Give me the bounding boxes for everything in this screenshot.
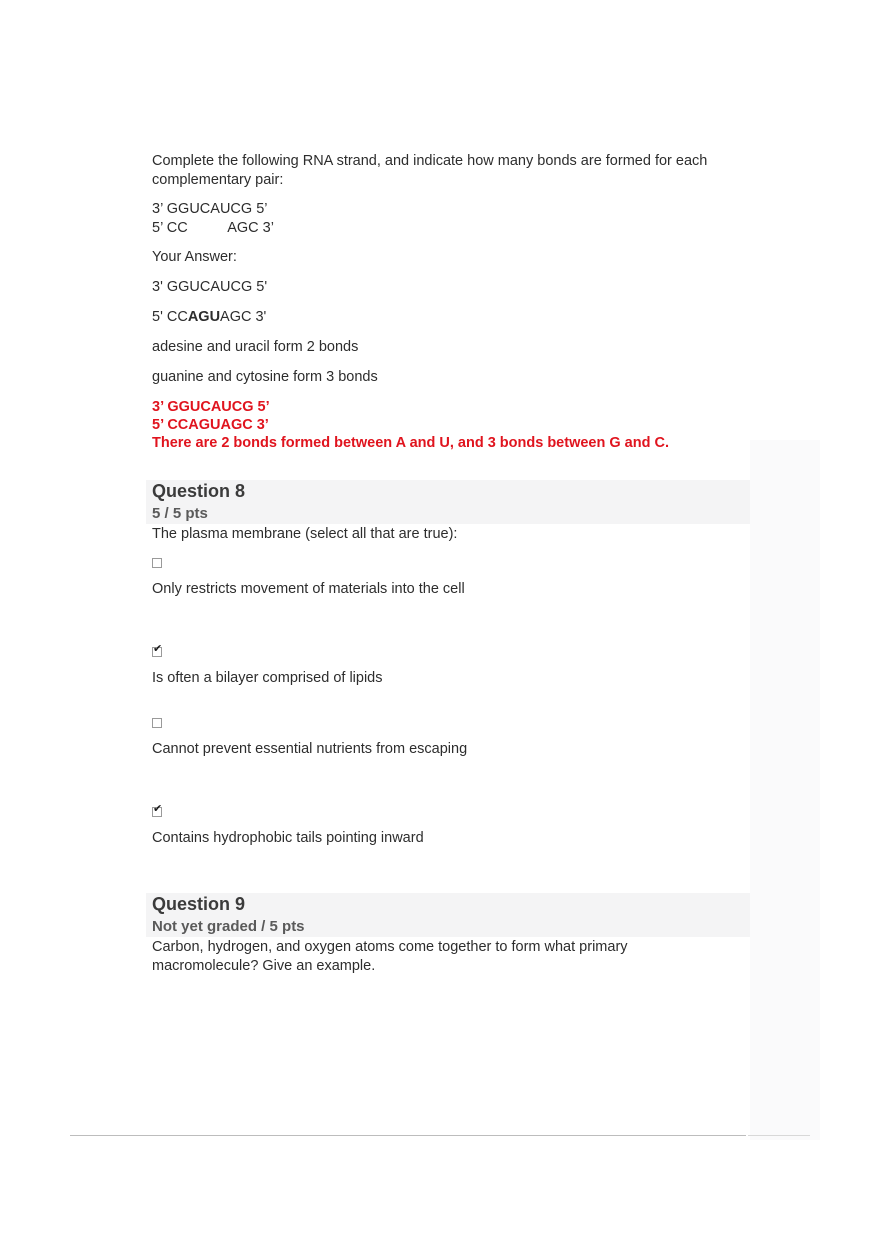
option-2-label: Is often a bilayer comprised of lipids <box>152 670 383 686</box>
question-9-prompt-line2: macromolecule? Give an example. <box>152 958 376 974</box>
answer-line-2-bold: AGU <box>187 309 221 325</box>
answer-line-2 <box>152 308 266 326</box>
answer-line-1: 3' GGUCAUCG 5' <box>152 279 268 295</box>
answer-line-3: adesine and uracil form 2 bonds <box>152 339 359 355</box>
option-4-check-icon: ✔ <box>153 803 163 815</box>
feedback-line-3: There are 2 bonds formed between A and U, and 3 bonds between G and C. <box>152 435 669 451</box>
option-4-label: Contains hydrophobic tails pointing inward <box>152 830 424 846</box>
footer-divider <box>70 1135 746 1136</box>
q7-strand-bottom: 5’ CC AGC 3’ <box>152 220 274 236</box>
q7-strand-top: 3’ GGUCAUCG 5’ <box>152 201 268 217</box>
option-2-checkbox[interactable] <box>152 643 163 657</box>
option-1-label: Only restricts movement of materials into the cell <box>152 581 465 597</box>
question-9-prompt-line1: Carbon, hydrogen, and oxygen atoms come together to form what primary <box>152 939 628 955</box>
option-4-checkbox[interactable] <box>152 803 163 817</box>
answer-line-2-suffix: AGC 3' <box>220 309 267 325</box>
option-1-checkbox[interactable] <box>152 558 162 568</box>
your-answer-label: Your Answer: <box>152 249 237 265</box>
q7-prompt-line1: Complete the following RNA strand, and indicate how many bonds are formed for each <box>152 153 708 169</box>
option-3-label: Cannot prevent essential nutrients from escaping <box>152 741 468 757</box>
option-3-checkbox[interactable] <box>152 718 162 728</box>
answer-line-2-prefix: 5' CC <box>152 309 188 325</box>
question-9-title: Question 9 <box>152 894 246 914</box>
feedback-line-1: 3’ GGUCAUCG 5’ <box>152 399 270 415</box>
question-8-title: Question 8 <box>152 481 246 501</box>
question-8-points: 5 / 5 pts <box>152 505 208 522</box>
footer-divider-tail <box>748 1135 810 1136</box>
option-2-check-icon: ✔ <box>153 643 163 655</box>
margin-shade <box>750 440 820 1140</box>
question-8-prompt: The plasma membrane (select all that are true): <box>152 526 458 542</box>
feedback-line-2: 5’ CCAGUAGC 3’ <box>152 417 269 433</box>
answer-line-4: guanine and cytosine form 3 bonds <box>152 369 378 385</box>
q7-prompt-line2: complementary pair: <box>152 172 284 188</box>
question-9-points: Not yet graded / 5 pts <box>152 918 305 935</box>
